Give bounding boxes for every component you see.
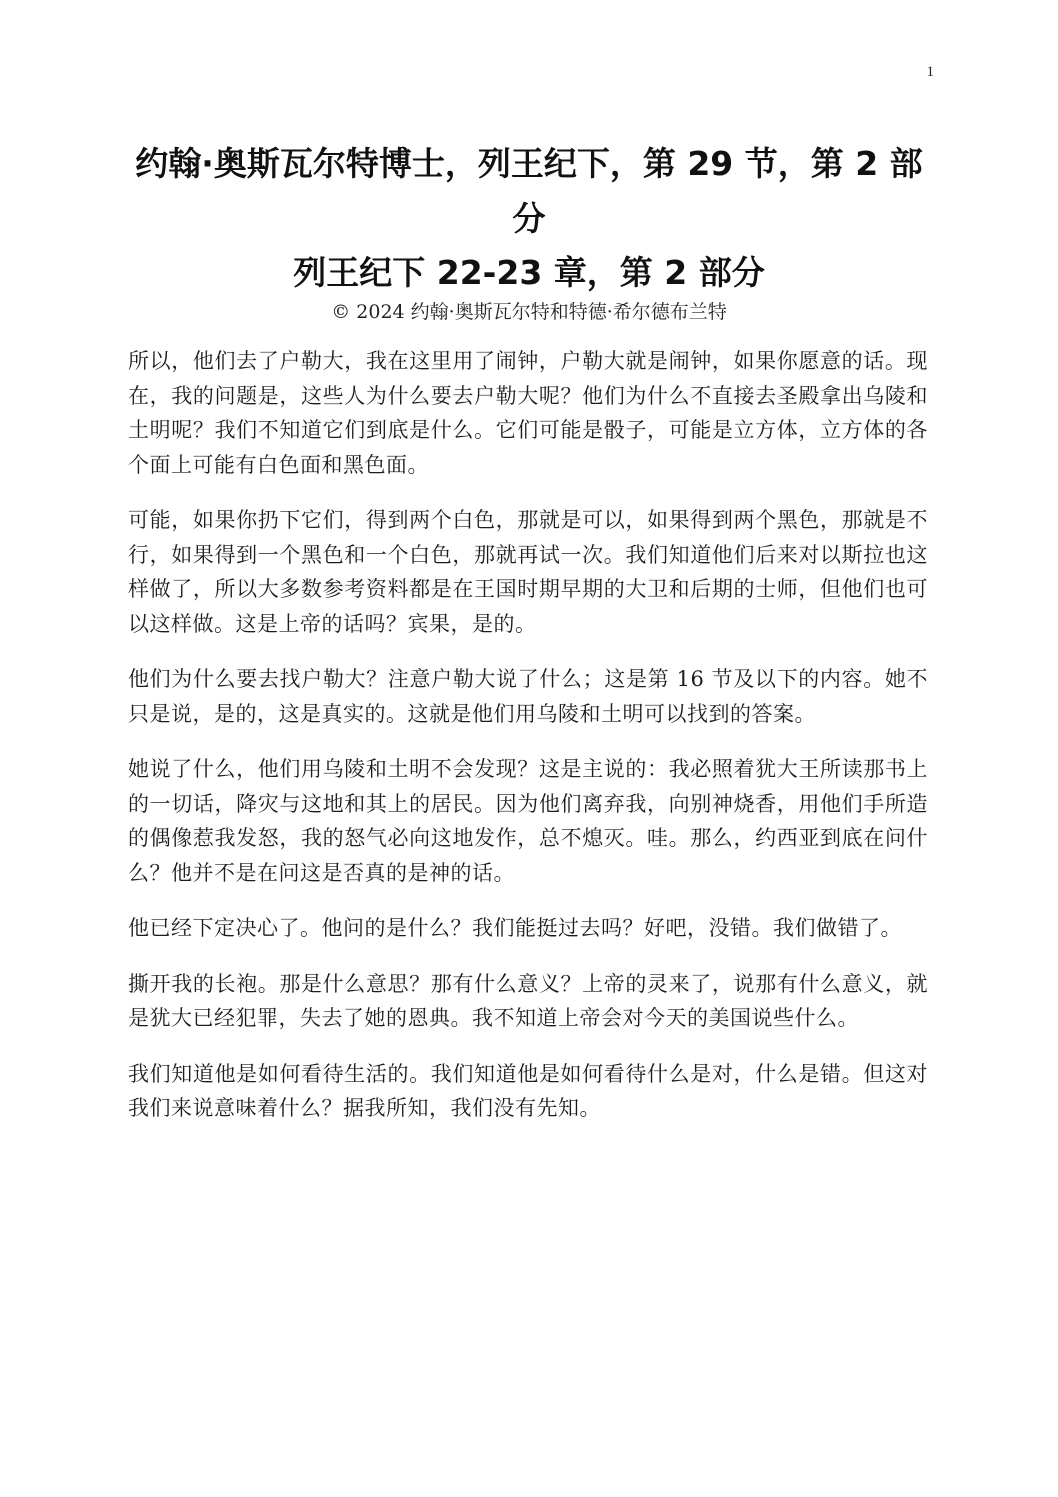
paragraph-1: 所以，他们去了户勒大，我在这里用了闹钟，户勒大就是闹钟，如果你愿意的话。现在，我的问题是，这些人为什么要去户勒大呢？他们为什么不直接去圣殿拿出乌陵和土明呢？我们不知道它们到底是什么。它们可能是骰子，可能是立方体，立方体的各个面上可能有白色面和黑色面。 [128,349,928,477]
paragraph-3: 他们为什么要去找户勒大？注意户勒大说了什么；这是第 16 节及以下的内容。她不只是说，是的，这是真实的。这就是他们用乌陵和土明可以找到的答案。 [128,667,928,726]
copyright-line: © 2024 约翰·奥斯瓦尔特和特德·希尔德布兰特 [331,301,727,323]
title-block [128,136,930,326]
paragraph-2: 可能，如果你扔下它们，得到两个白色，那就是可以，如果得到两个黑色，那就是不行，如果得到一个黑色和一个白色，那就再试一次。我们知道他们后来对以斯拉也这样做了，所以大多数参考资料都是在王国时期早期的大卫和后期的士师，但他们也可以这样做。这是上帝的话吗？宾果，是的。 [128,508,928,636]
page-number: 1 [926,64,934,80]
document-body [128,344,928,1147]
document-title: 约翰·奥斯瓦尔特博士，列王纪下，第 29 节，第 2 部分 [135,144,923,238]
paragraph-5: 他已经下定决心了。他问的是什么？我们能挺过去吗？好吧，没错。我们做错了。 [128,916,902,940]
document-subtitle: 列王纪下 22-23 章，第 2 部分 [293,253,765,292]
paragraph-6: 撕开我的长袍。那是什么意思？那有什么意义？上帝的灵来了，说那有什么意义，就是犹大已经犯罪，失去了她的恩典。我不知道上帝会对今天的美国说些什么。 [128,971,928,1030]
paragraph-4: 她说了什么，他们用乌陵和土明不会发现？这是主说的：我必照着犹大王所读那书上的一切话，降灾与这地和其上的居民。因为他们离弃我，向别神烧香，用他们手所造的偶像惹我发怒，我的怒气必向这地发作，总不熄灭。哇。那么，约西亚到底在问什么？他并不是在问这是否真的是神的话。 [128,757,928,885]
paragraph-7: 我们知道他是如何看待生活的。我们知道他是如何看待什么是对，什么是错。但这对我们来说意味着什么？据我所知，我们没有先知。 [128,1061,928,1120]
